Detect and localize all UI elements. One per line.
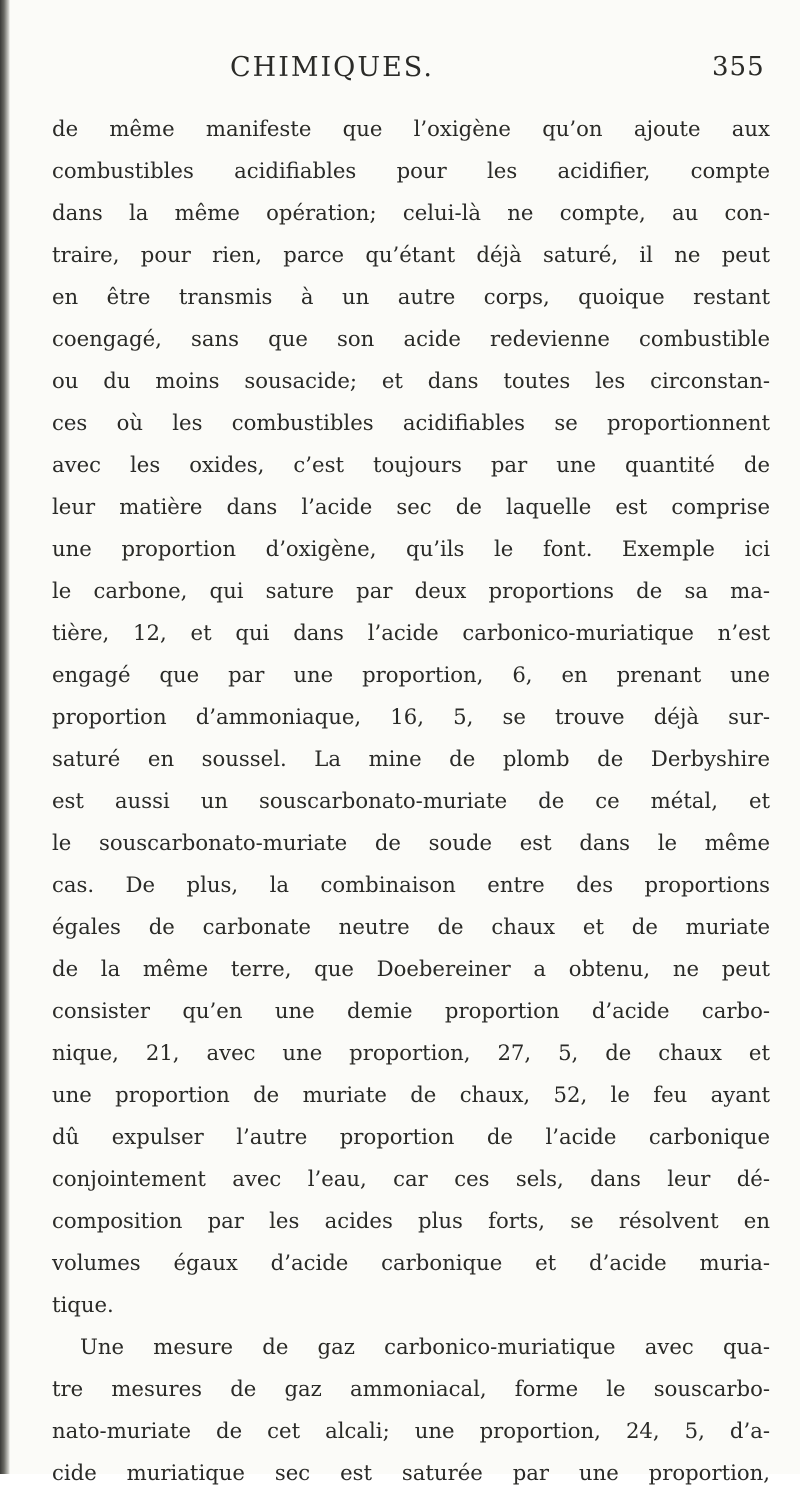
page-number: 355 [712, 52, 765, 82]
body-text [52, 108, 770, 1494]
text-line: consister qu’en une demie proportion d’acide carbo- [52, 998, 770, 1023]
page-edge-shadow [0, 0, 10, 1474]
page-header [0, 52, 800, 92]
text-line: de même manifeste que l’oxigène qu’on ajoute aux [52, 116, 770, 141]
text-line: leur matière dans l’acide sec de laquelle est comprise [52, 494, 770, 519]
text-line: le souscarbonato-muriate de soude est dans le même [52, 830, 770, 855]
text-line: de la même terre, que Doebereiner a obtenu, ne peut [52, 956, 770, 981]
text-line: égales de carbonate neutre de chaux et de muriate [52, 914, 770, 939]
text-line: une proportion d’oxigène, qu’ils le font. Exemple ici [52, 536, 770, 561]
text-line: ces où les combustibles acidifiables se proportionnent [52, 410, 770, 435]
text-line: est aussi un souscarbonato-muriate de ce métal, et [52, 788, 770, 813]
text-line: en être transmis à un autre corps, quoique restant [52, 284, 770, 309]
text-line: combustibles acidifiables pour les acidifier, compte [52, 158, 770, 183]
text-line: nato-muriate de cet alcali; une proportion, 24, 5, d’a- [52, 1418, 770, 1443]
running-head: CHIMIQUES. [230, 52, 434, 83]
text-line: ou du moins sousacide; et dans toutes les circonstan- [52, 368, 770, 393]
text-line: proportion d’ammoniaque, 16, 5, se trouve déjà sur- [52, 704, 770, 729]
text-line: coengagé, sans que son acide redevienne combustible [52, 326, 770, 351]
text-line: avec les oxides, c’est toujours par une quantité de [52, 452, 770, 477]
text-line: saturé en soussel. La mine de plomb de Derbyshire [52, 746, 770, 771]
text-line: dû expulser l’autre proportion de l’acide carbonique [52, 1124, 770, 1149]
text-line: tière, 12, et qui dans l’acide carbonico-muriatique n’est [52, 620, 770, 645]
text-line: dans la même opération; celui-là ne compte, au con- [52, 200, 770, 225]
text-line: le carbone, qui sature par deux proportions de sa ma- [52, 578, 770, 603]
paragraph-end-line: tique. [52, 1292, 114, 1317]
text-line: une proportion de muriate de chaux, 52, le feu ayant [52, 1082, 770, 1107]
text-line: composition par les acides plus forts, se résolvent en [52, 1208, 770, 1233]
paragraph-first-line: Une mesure de gaz carbonico-muriatique avec qua- [80, 1334, 770, 1359]
text-line: nique, 21, avec une proportion, 27, 5, de chaux et [52, 1040, 770, 1065]
text-line: engagé que par une proportion, 6, en prenant une [52, 662, 770, 687]
text-line: volumes égaux d’acide carbonique et d’acide muria- [52, 1250, 770, 1275]
text-line: tre mesures de gaz ammoniacal, forme le souscarbo- [52, 1376, 770, 1401]
text-line: conjointement avec l’eau, car ces sels, dans leur dé- [52, 1166, 770, 1191]
text-line: cide muriatique sec est saturée par une proportion, [52, 1460, 770, 1485]
text-line: traire, pour rien, parce qu’étant déjà saturé, il ne peut [52, 242, 770, 267]
text-line: cas. De plus, la combinaison entre des proportions [52, 872, 770, 897]
